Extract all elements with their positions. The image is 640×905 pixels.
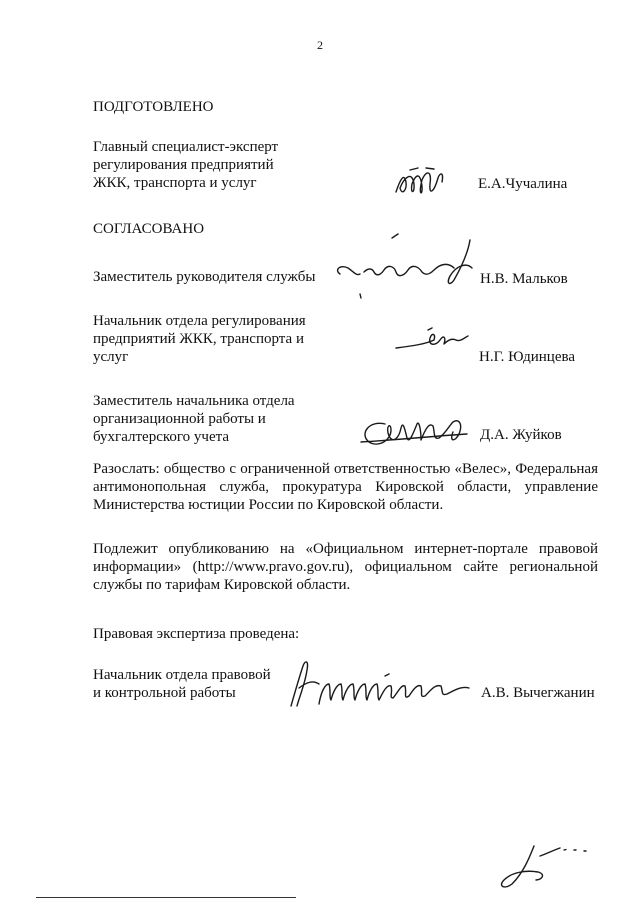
signature-zhuikov (355, 412, 475, 452)
agreed-heading: СОГЛАСОВАНО (93, 221, 205, 237)
position-line: услуг (93, 349, 129, 365)
legal-review-statement: Правовая экспертиза проведена: (93, 626, 300, 642)
page-number: 2 (317, 38, 323, 52)
signatory-name: Н.В. Мальков (480, 271, 568, 287)
signature-yudintseva (392, 326, 472, 356)
position-line: Заместитель начальника отдела (93, 393, 295, 409)
position-line: бухгалтерского учета (93, 429, 230, 445)
position-line: Начальник отдела регулирования (93, 313, 306, 329)
agreed-position (93, 312, 333, 366)
signature-chuchalina (392, 166, 452, 202)
position-line: ЖКК, транспорта и услуг (93, 175, 257, 191)
signature-vychegzhanin (285, 654, 480, 710)
position-line: Начальник отдела правовой (93, 667, 271, 683)
signatory-name: А.В. Вычегжанин (481, 685, 595, 701)
position-line: регулирования предприятий (93, 157, 274, 173)
agreed-position (93, 268, 315, 286)
position-line: предприятий ЖКК, транспорта и (93, 331, 304, 347)
position-line: Главный специалист-эксперт (93, 139, 279, 155)
initials-mark (490, 836, 600, 896)
footer-rule (36, 897, 296, 898)
signatory-name: Н.Г. Юдинцева (479, 349, 576, 365)
position-line: и контрольной работы (93, 685, 236, 701)
position-line: организационной работы и (93, 411, 266, 427)
signature-malkov (330, 232, 480, 302)
agreed-position (93, 392, 333, 446)
prepared-position (93, 138, 333, 192)
position-line: Заместитель руководителя службы (93, 269, 316, 285)
prepared-heading: ПОДГОТОВЛЕНО (93, 99, 214, 115)
publication-paragraph: Подлежит опубликованию на «Официальном интернет-портале правовой информации» (http://www.pravo.gov.ru), официальном сайте региональной службы по тарифам Кировской области. (93, 541, 598, 593)
distribution-paragraph: Разослать: общество с ограниченной ответственностью «Велес», Федеральная антимонопольная служба, прокуратура Кировской области, управление Министерства юстиции России по Кировской области. (93, 461, 598, 513)
signatory-name: Е.А.Чучалина (478, 176, 568, 192)
signatory-name: Д.А. Жуйков (480, 427, 562, 443)
